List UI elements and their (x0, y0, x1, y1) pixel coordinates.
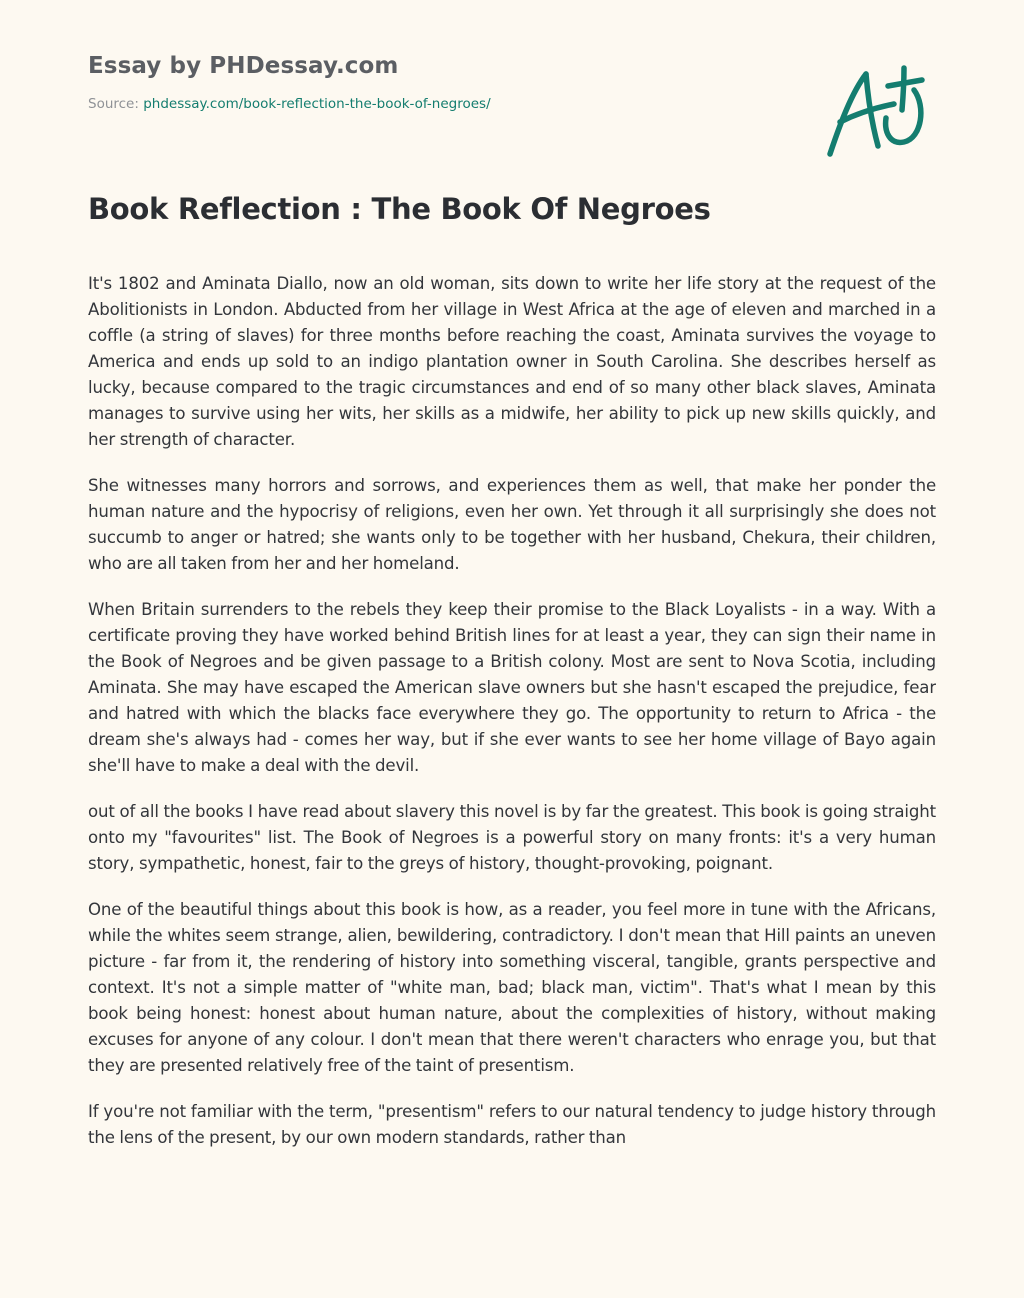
essay-body (88, 271, 936, 1250)
essay-paragraph: She witnesses many horrors and sorrows, and experiences them as well, that make her ponder the human nature and the hypocrisy of religions, even her own. Yet through it all surprisingly she does not succumb to anger or hatred; she wants only to be together with her husband, Chekura, their children, who are all taken from her and her homeland. (88, 476, 936, 573)
page-header (88, 50, 788, 113)
essay-paragraph: It's 1802 and Aminata Diallo, now an old woman, sits down to write her life story at the request of the Abolitionists in London. Abducted from her village in West Africa at the age of eleven and marched in a coffle (a string of slaves) for three months before reaching the coast, Aminata survives the voyage to America and ends up sold to an indigo plantation owner in South Carolina. She describes herself as lucky, because compared to the tragic circumstances and end of so many other black slaves, Aminata manages to survive using her wits, her skills as a midwife, her ability to pick up new skills quickly, and her strength of character. (88, 274, 936, 449)
source-line (88, 95, 788, 113)
essay-paragraph: One of the beautiful things about this book is how, as a reader, you feel more in tune with the Africans, while the whites seem strange, alien, bewildering, contradictory. I don't mean that Hill paints an uneven picture - far from it, the rendering of history into something visceral, tangible, grants perspective and context. It's not a simple matter of "white man, bad; black man, victim". That's what I mean by this book being honest: honest about human nature, about the complexities of history, without making excuses for anyone of any colour. I don't mean that there weren't characters who enrage you, but that they are presented relatively free of the taint of presentism. (88, 900, 936, 1075)
a-plus-grade-icon (818, 62, 930, 166)
site-brand[interactable]: Essay by PHDessay.com (88, 53, 399, 79)
essay-paragraph: If you're not familiar with the term, "presentism" refers to our natural tendency to judge history through the lens of the present, by our own modern standards, rather than (88, 1102, 936, 1147)
essay-title: Book Reflection : The Book Of Negroes (88, 192, 711, 226)
essay-paragraph: When Britain surrenders to the rebels they keep their promise to the Black Loyalists - in a way. With a certificate proving they have worked behind British lines for at least a year, they can sign their name in the Book of Negroes and be given passage to a British colony. Most are sent to Nova Scotia, including Aminata. She may have escaped the American slave owners but she hasn't escaped the prejudice, fear and hatred with which the blacks face everywhere they go. The opportunity to return to Africa - the dream she's always had - comes her way, but if she ever wants to see her home village of Bayo again she'll have to make a deal with the devil. (88, 600, 936, 775)
source-label: Source: (88, 96, 139, 112)
essay-paragraph: out of all the books I have read about slavery this novel is by far the greatest. This book is going straight onto my "favourites" list. The Book of Negroes is a powerful story on many fronts: it's a very human story, sympathetic, honest, fair to the greys of history, thought-provoking, poignant. (88, 802, 936, 873)
source-link[interactable]: phdessay.com/book-reflection-the-book-of-negroes/ (143, 96, 491, 112)
